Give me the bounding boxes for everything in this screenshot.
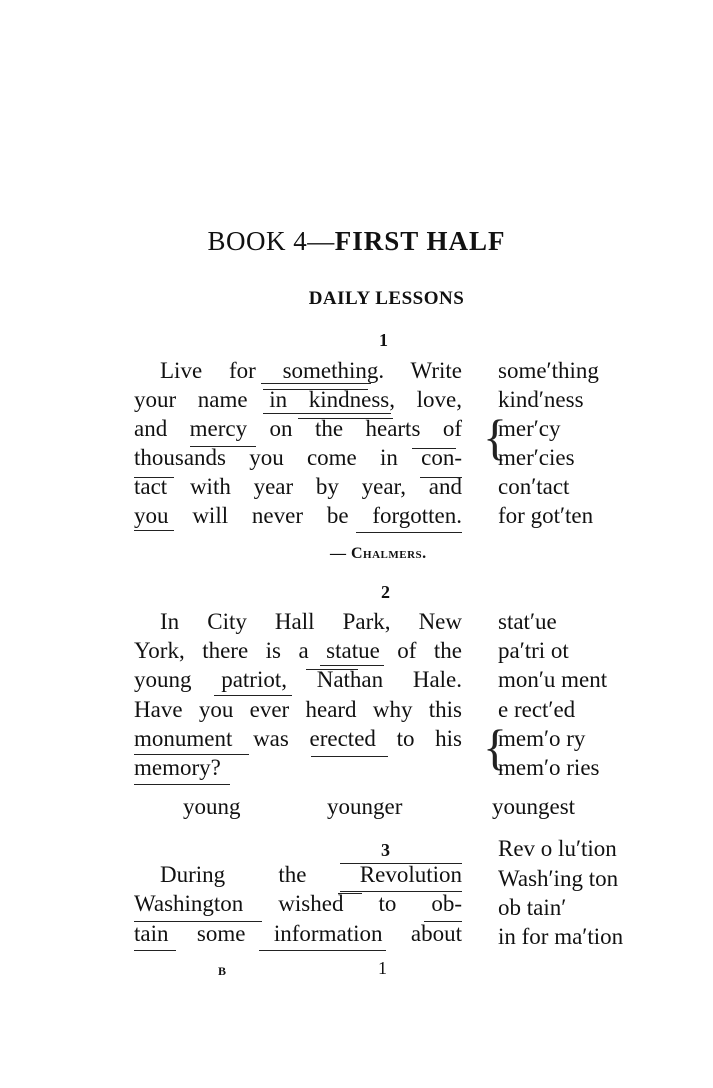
word-overline	[306, 669, 358, 670]
pronunciation-word: con′tact	[498, 474, 570, 499]
word-underline	[340, 891, 462, 892]
page-title	[0, 226, 713, 257]
pronunciation-word: mem′o ry	[498, 726, 586, 751]
lesson-number-1: 1	[379, 330, 388, 350]
word-underline	[134, 921, 262, 922]
word-overline	[340, 863, 462, 864]
word-underline	[259, 950, 386, 951]
word-underline	[134, 530, 174, 531]
pronunciation-word: pa′tri ot	[498, 638, 569, 663]
lesson-number-2: 2	[381, 582, 390, 602]
text-line: Washington wished to ob-	[134, 891, 462, 916]
pronunciation-word: e rect′ed	[498, 697, 576, 722]
page-number: 1	[378, 958, 387, 978]
text-line: thousands you come in con-	[134, 445, 462, 470]
pronunciation-word: some′thing	[498, 358, 599, 383]
word-underline	[190, 446, 256, 447]
text-line: tact with year by year, and	[134, 474, 462, 499]
bracket: {	[483, 719, 507, 775]
text-line: you will never be forgotten.	[134, 503, 462, 528]
word-underline	[424, 921, 462, 922]
pronunciation-word: Rev o lu′tion	[498, 836, 617, 861]
text-line: During the Revolution	[160, 862, 462, 887]
comparison-superlative: youngest	[492, 794, 576, 819]
word-overline	[298, 418, 393, 419]
word-underline	[356, 532, 462, 533]
text-line: your name in kindness, love,	[134, 387, 462, 412]
signature-mark: B	[218, 964, 227, 978]
title-book: BOOK 4—	[207, 226, 335, 256]
word-underline	[261, 383, 371, 384]
word-overline	[134, 477, 174, 478]
pronunciation-word: mon′u ment	[498, 667, 608, 692]
word-underline	[134, 784, 230, 785]
text-line: Live for something. Write	[160, 358, 462, 383]
pronunciation-word: kind′ness	[498, 387, 584, 412]
text-line: young patriot, Nathan Hale.	[134, 667, 462, 692]
text-line: tain some information about	[134, 921, 462, 946]
word-overline	[338, 893, 362, 894]
word-underline	[311, 756, 388, 757]
word-overline	[412, 448, 456, 449]
comparison-comparative: younger	[327, 794, 403, 819]
title-half: FIRST HALF	[334, 226, 506, 256]
pronunciation-word: for got′ten	[498, 503, 594, 528]
pronunciation-word: mem′o ries	[498, 755, 600, 780]
pronunciation-word: ob tain′	[498, 895, 567, 920]
text-line: monument was erected to his	[134, 726, 462, 751]
text-line: memory?	[134, 755, 221, 780]
attribution: — Chalmers.	[330, 545, 427, 562]
word-underline	[320, 665, 384, 666]
text-line: Have you ever heard why this	[134, 697, 462, 722]
word-underline	[263, 413, 391, 414]
text-line: In City Hall Park, New	[160, 609, 462, 634]
word-underline	[134, 754, 249, 755]
word-underline	[214, 695, 292, 696]
word-underline	[134, 950, 176, 951]
pronunciation-word: Wash′ing ton	[498, 866, 619, 891]
pronunciation-word: mer′cy	[498, 416, 561, 441]
comparison-positive: young	[183, 794, 241, 819]
section-subtitle: DAILY LESSONS	[308, 288, 465, 309]
pronunciation-word: mer′cies	[498, 445, 575, 470]
text-line: and mercy on the hearts of	[134, 416, 462, 441]
word-overline	[263, 389, 368, 390]
lesson-number-3: 3	[381, 840, 390, 860]
bracket: {	[483, 409, 507, 465]
pronunciation-word: stat′ue	[498, 609, 557, 634]
word-overline	[420, 477, 462, 478]
text-line: York, there is a statue of the	[134, 638, 462, 663]
pronunciation-word: in for ma′tion	[498, 924, 624, 949]
